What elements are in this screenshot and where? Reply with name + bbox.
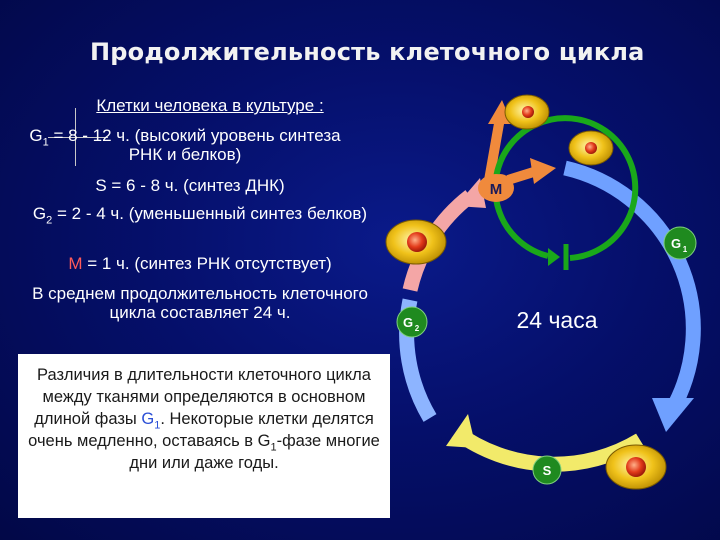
note-g-subscript: 1 <box>154 419 161 432</box>
phase-g2-subscript: 2 <box>414 324 420 333</box>
phase-badge-g1 <box>664 227 696 259</box>
phase-g1-subscript: 1 <box>682 245 688 254</box>
g1-arrowhead <box>652 398 694 432</box>
cell-top-1 <box>505 95 549 129</box>
g2-description: = 2 - 4 ч. (уменьшенный синтез белков) <box>52 204 368 223</box>
inner-ring-arrowhead <box>548 248 560 266</box>
s-arrowhead <box>446 414 476 448</box>
m-arrowhead-right <box>530 158 556 184</box>
g2-label: G <box>32 204 47 223</box>
phase-g1-label: G <box>670 236 682 251</box>
note-part2: . Некоторые клетки делятся очень медленно, оставаясь в G <box>28 410 374 450</box>
intro-text: Клетки человека в культуре : <box>96 96 324 115</box>
average-duration-text: В среднем продолжительность клеточного цикла составляет 24 ч. <box>32 284 368 322</box>
phase-badge-g2 <box>397 307 427 337</box>
cell-left <box>386 220 446 264</box>
m-description: = 1 ч. (синтез РНК отсутствует) <box>82 254 332 273</box>
g2-subscript: 2 <box>46 214 53 227</box>
m-label: M <box>68 254 83 273</box>
note-g-label: G <box>141 410 155 428</box>
g1-subscript: 1 <box>42 136 49 149</box>
s-label: S <box>95 176 107 195</box>
phase-badge-m <box>478 174 514 202</box>
phase-s-label: S <box>542 463 552 478</box>
phase-m-label: M <box>489 181 503 198</box>
note-part2-subscript: 1 <box>270 441 277 454</box>
g1-label: G <box>29 126 43 145</box>
s-description: = 6 - 8 ч. (синтез ДНК) <box>106 176 285 195</box>
center-duration-label: 24 часа <box>516 307 598 333</box>
cell-top-2 <box>569 131 613 165</box>
note-part1: Различия в длительности клеточного цикла между тканями определяются в основном длиной фазы <box>34 366 371 428</box>
slide-title: Продолжительность клеточного цикла <box>90 38 645 66</box>
g1-description: = 8 - 12 ч. (высокий уровень синтеза РНК и белков) <box>48 126 341 164</box>
cell-bottom <box>606 445 666 489</box>
note-part3: -фазе многие дни или даже годы. <box>129 432 380 472</box>
phase-g2-label: G <box>402 315 414 330</box>
phase-badge-s <box>533 456 561 484</box>
g1-arc <box>565 168 693 410</box>
